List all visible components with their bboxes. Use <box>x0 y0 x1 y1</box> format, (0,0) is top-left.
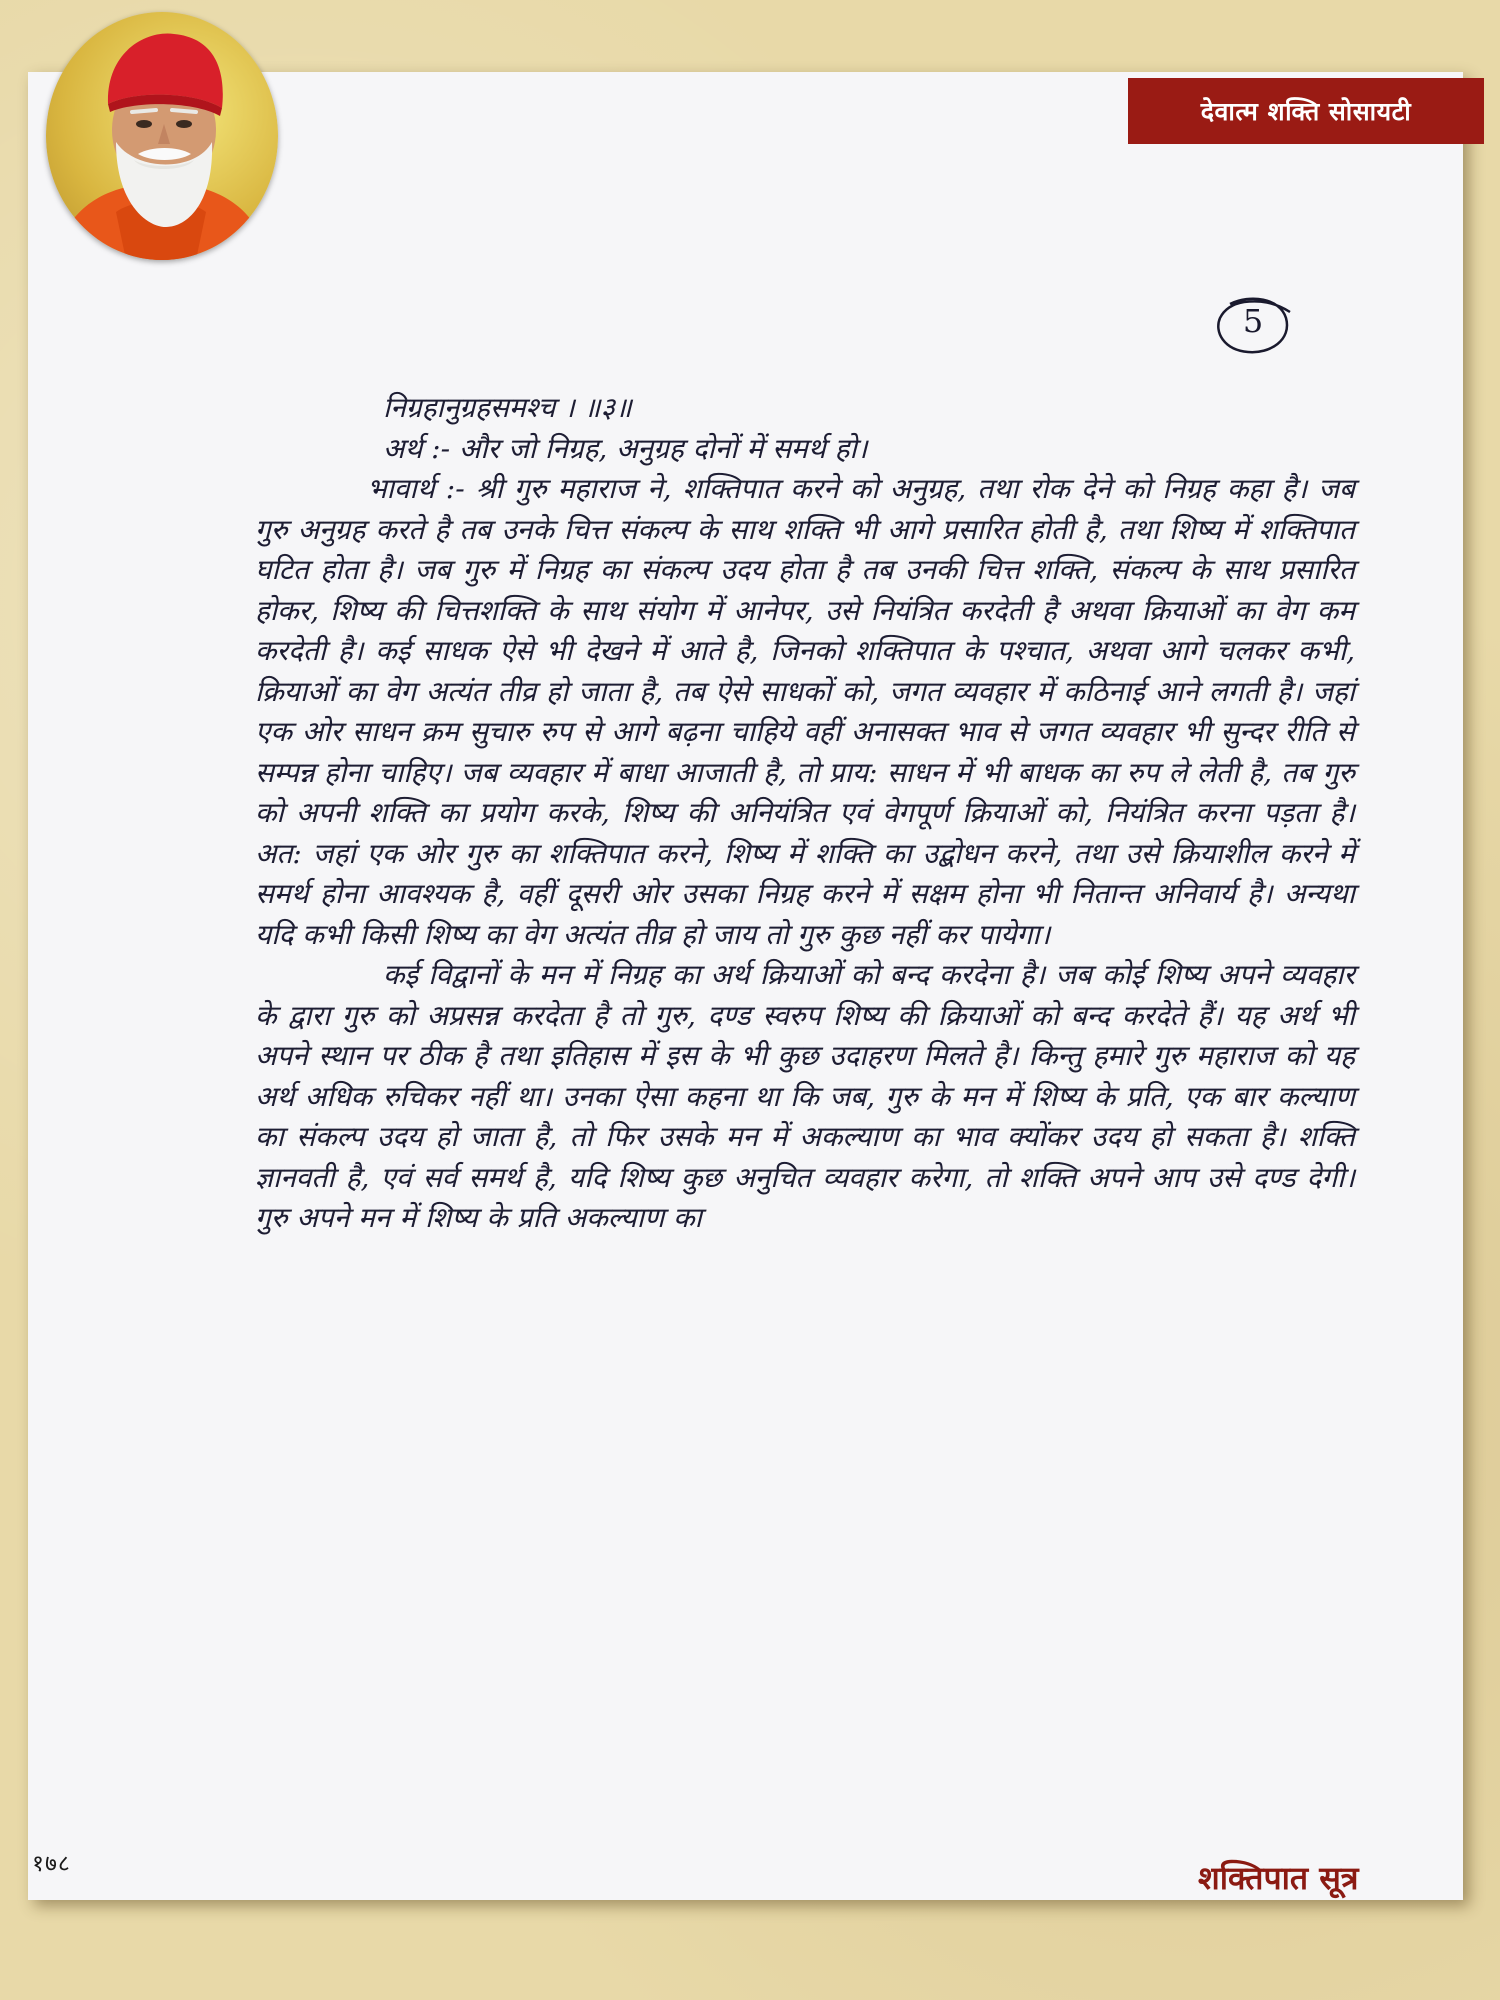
guru-portrait <box>46 12 278 260</box>
handwritten-text <box>255 388 1355 1239</box>
leaf-number-text: 5 <box>1242 302 1264 340</box>
page-number: १७८ <box>32 1851 71 1877</box>
sutra-line: निग्रहानुग्रहसमश्च । ॥३॥ <box>383 391 632 424</box>
handwritten-leaf-number <box>1210 292 1296 362</box>
meaning-line: अर्थ :- और जो निग्रह, अनुग्रह दोनों में समर्थ हो। <box>383 431 868 465</box>
publisher-badge: देवात्म शक्ति सोसायटी <box>1128 78 1484 144</box>
paragraph-interpretation: कई विद्वानों के मन में निग्रह का अर्थ क्रियाओं को बन्द करदेना है। जब कोई शिष्य अपने व्यवहार के द्वारा गुरु को अप्रसन्न करदेता है तो गुरु, दण्ड स्वरुप शिष्य की क्रियाओं को बन्द करदेते हैं। यह अर्थ भी अपने स्थान पर ठीक है तथा इतिहास में इस के भी कुछ उदाहरण मिलते है। किन्तु हमारे गुरु महाराज को यह अर्थ अधिक रुचिकर नहीं था। उनका ऐसा कहना था कि जब, गुरु के मन में शिष्य के प्रति, एक बार कल्याण का संकल्प उदय हो जाता है, तो फिर उसके मन में अकल्याण का भाव क्योंकर उदय हो सकता है। शक्ति ज्ञानवती है, एवं सर्व समर्थ है, यदि शिष्य कुछ अनुचित व्यवहार करेगा, तो शक्ति अपने आप उसे दण्ड देगी। गुरु अपने मन में शिष्य के प्रति अकल्याण का <box>255 958 1355 1234</box>
paragraph-commentary: भावार्थ :- श्री गुरु महाराज ने, शक्तिपात करने को अनुग्रह, तथा रोक देने को निग्रह कहा है। जब गुरु अनुग्रह करते है तब उनके चित्त संकल्प के साथ शक्ति भी आगे प्रसारित होती है, तथा शिष्य में शक्तिपात घटित होता है। जब गुरु में निग्रह का संकल्प उदय होता है तब उनकी चित्त शक्ति, संकल्प के साथ प्रसारित होकर, शिष्य की चित्तशक्ति के साथ संयोग में आनेपर, उसे नियंत्रित करदेती है अथवा क्रियाओं का वेग कम करदेती है। कई साधक ऐसे भी देखने में आते है, जिनको शक्तिपात के पश्चात, अथवा आगे चलकर कभी, क्रियाओं का वेग अत्यंत तीव्र हो जाता है, तब ऐसे साधकों को, जगत व्यवहार में कठिनाई आने लगती है। जहां एक ओर साधन क्रम सुचारु रुप से आगे बढ़ना चाहिये वहीं अनासक्त भाव से जगत व्यवहार भी सुन्दर रीति से सम्पन्न होना चाहिए। जब व्यवहार में बाधा आजाती है, तो प्राय: साधन में भी बाधक का रुप ले लेती है, तब गुरु को अपनी शक्ति का प्रयोग करके, शिष्य की अनियंत्रित एवं वेगपूर्ण क्रियाओं को, नियंत्रित करना पड़ता है। अत: जहां एक ओर गुरु का शक्तिपात करने, शिष्य में शक्ति का उद्बोधन करने, तथा उसे क्रियाशील करने में समर्थ होना आवश्यक है, वहीं दूसरी ओर उसका निग्रह करने में सक्षम होना भी नितान्त अनिवार्य है। अन्यथा यदि कभी किसी शिष्य का वेग अत्यंत तीव्र हो जाय तो गुरु कुछ नहीं कर पायेगा। <box>255 472 1355 951</box>
book-title: शक्तिपात सूत्र <box>1198 1859 1359 1897</box>
portrait-illustration <box>46 12 278 260</box>
